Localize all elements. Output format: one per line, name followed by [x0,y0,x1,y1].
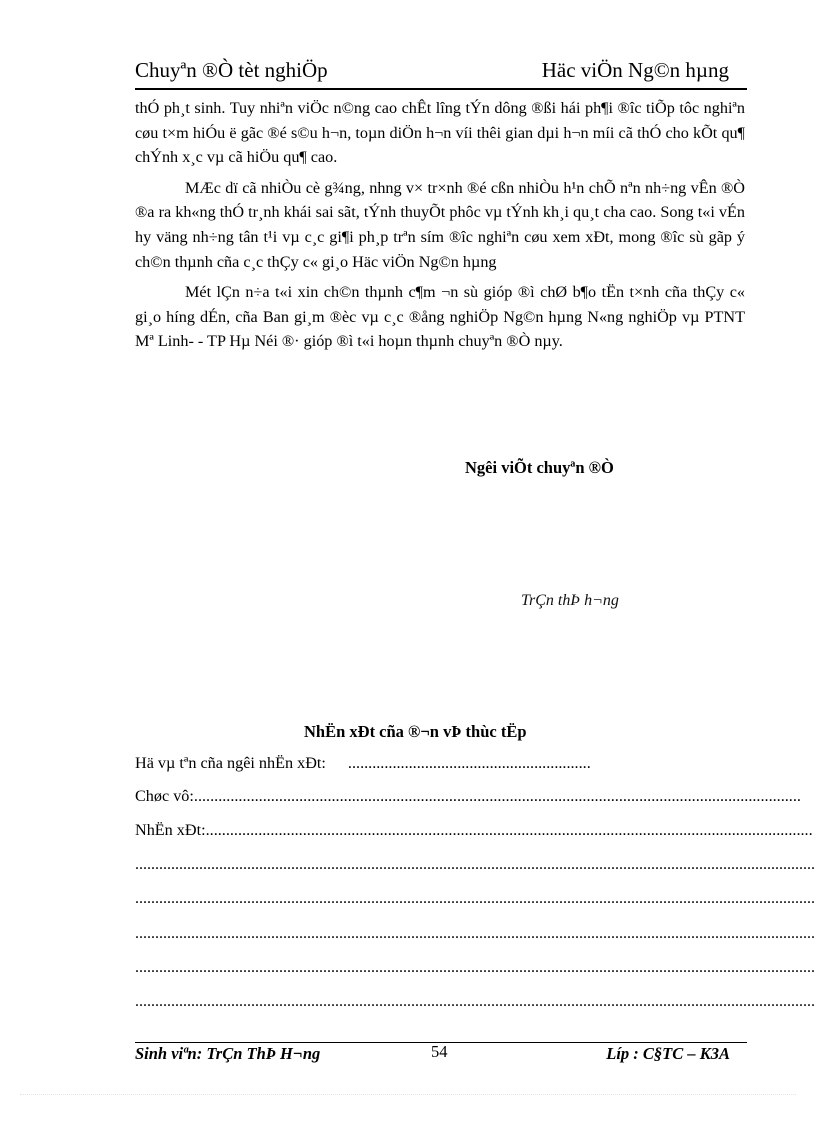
blank-line-1: .......................................................................................................................................................................... [135,856,815,873]
footer-student-name: Sinh viªn: TrÇn ThÞ H¬ng [135,1044,321,1063]
page-number: 54 [431,1042,448,1061]
blank-line-3: .......................................................................................................................................................................... [135,925,815,942]
page-header [135,58,747,90]
review-comment-label: NhËn xÐt: [135,821,206,839]
reviewer-name-dots: ............................................................ [347,754,591,772]
footer-class-code: Líp : C§TC – K3A [606,1044,730,1063]
author-signoff-label: Ngêi viÕt chuyªn ®Ò [465,458,614,477]
paragraph-2: MÆc dï cã nhiÒu cè g¾ng, nhng v× tr×nh ®é cßn nhiÒu h¹n chÕ nªn nh÷ng vÊn ®Ò ®a ra kh«ng thÓ tr¸nh khái sai sãt, tÝnh thuyÕt phôc vµ tÝnh kh¸i qu¸t cha cao. Song t«i vÉn hy väng nh÷ng tân t¹i vµ c¸c gi¶i ph¸p trªn sím ®îc nghiªn cøu xem xÐt, mong ®îc sù gãp ý ch©n thµnh cña c¸c thÇy c« gi¸o Häc viÖn Ng©n hµng [135,178,745,271]
paragraph-1: thÓ ph¸t sinh. Tuy nhiªn viÖc n©ng cao chÊt lîng tÝn dông ®ßi hái ph¶i ®îc tiÕp tôc nghiªn cøu t×m hiÓu ë gãc ®é s©u h¬n, toµn diÖn h¬n víi thêi gian dµi h¬n míi cã thÓ cho kÕt qu¶ chÝnh x¸c vµ cã hiÖu qu¶ cao. [135,99,745,167]
reviewer-position-dots: ...................................................................................................................................................... [193,787,801,805]
paragraph-3: Mét lÇn n÷a t«i xin ch©n thµnh c¶m ¬n sù gióp ®ì chØ b¶o tËn t×nh cña thÇy c« gi¸o híng dÉn, cña Ban gi¸m ®èc vµ c¸c ®ång nghiÖp Ng©n hµng N«ng nghiÖp vµ PTNT Mª Linh- - TP Hµ Néi ®· gióp ®ì t«i hoµn thµnh chuyªn ®Ò nµy. [135,283,745,351]
review-comment-dots: ...................................................................................................................................................... [205,821,813,839]
reviewer-position-label: Chøc vô: [135,787,194,805]
reviewer-name-label: Hä vµ tªn cña ngêi nhËn xÐt: [135,754,326,772]
header-left-title: Chuyªn ®Ò tèt nghiÖp [135,58,328,82]
blank-line-5: .......................................................................................................................................................................... [135,993,815,1010]
header-right-title: Häc viÖn Ng©n hµng [541,58,729,82]
blank-line-2: .......................................................................................................................................................................... [135,890,815,907]
review-comment-field [135,821,813,843]
reviewer-position-field [135,787,801,809]
reviewer-name-field [135,754,745,776]
review-section-title: NhËn xÐt cña ®¬n vÞ thùc tËp [304,722,527,741]
page-bottom-edge [20,1094,796,1095]
body-text [135,96,745,360]
author-signature: TrÇn thÞ h¬ng [521,592,619,609]
blank-line-4: .......................................................................................................................................................................... [135,959,815,976]
